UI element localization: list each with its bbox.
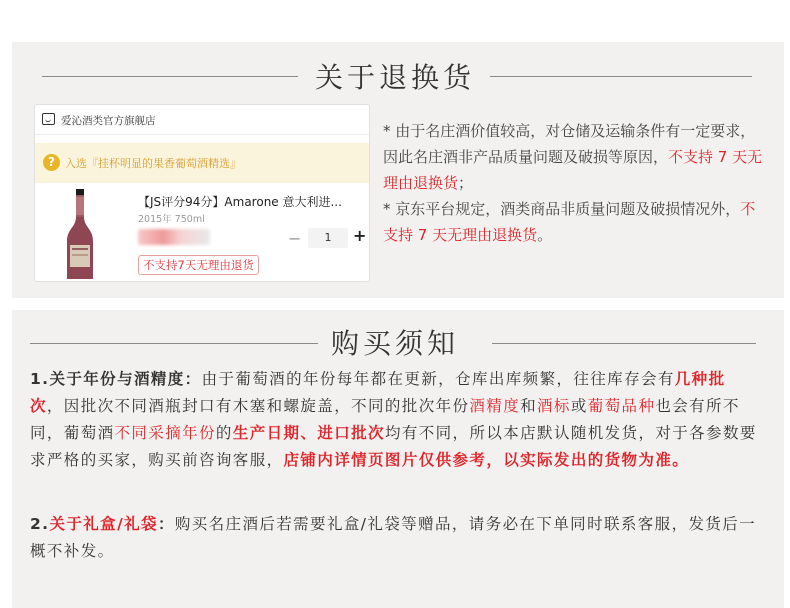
section-title-purchase-notice: 购买须知 [330, 327, 459, 360]
notice-colon: ： [157, 515, 175, 533]
note-platform [383, 196, 763, 248]
title-divider-right [492, 343, 756, 344]
notice-highlight: 店铺内详情页图片仅供参考，以实际发出的货物为准。 [283, 451, 690, 469]
notice-highlight: 酒精度 [469, 397, 521, 415]
notice-text: 也会有所不同，葡萄酒 [30, 397, 740, 442]
note-storage-highlight: 不支持 7 天无理由退换货 [383, 148, 763, 192]
quantity-field[interactable]: 1 [308, 228, 348, 248]
notice-vintage-alcohol [30, 366, 758, 474]
notice-text: 和 [520, 397, 538, 415]
note-storage-end: ； [458, 174, 474, 192]
store-name[interactable]: 爱沁酒类官方旗舰店 [61, 115, 156, 127]
notice-highlight: 葡萄品种 [587, 397, 656, 415]
notice-text: ，因批次不同酒瓶封口有木塞和螺旋盖，不同的批次年份 [46, 397, 470, 415]
notice-heading: 关于礼盒/礼袋 [49, 515, 158, 533]
promo-banner[interactable] [35, 143, 369, 183]
store-row[interactable] [35, 105, 369, 135]
promo-text: 入选『挂杯明显的果香葡萄酒精选』 [65, 157, 241, 170]
notice-highlight: 生产日期、进口批次 [232, 424, 385, 442]
notice-highlight: 酒标 [537, 397, 571, 415]
product-title[interactable]: 【JS评分94分】Amarone 意大利进... [138, 195, 342, 209]
notice-highlight: 不同采摘年份 [114, 424, 216, 442]
notice-text: 的 [215, 424, 233, 442]
quantity-decrease-button[interactable]: − [288, 229, 302, 248]
note-platform-highlight: 不支持 7 天无理由退换货 [383, 200, 756, 244]
note-storage [383, 118, 763, 196]
product-spec: 2015年 750ml [138, 214, 205, 225]
notice-text: 均有不同，所以本店默认随机发货，对于各参数要求严格的买家，购买前咨询客服， [30, 424, 757, 469]
notice-text: 由于葡萄酒的年份每年都在更新，仓库出库频繁，往往库存会有 [201, 370, 675, 388]
question-badge-icon [43, 154, 60, 171]
notice-text: 或 [570, 397, 588, 415]
store-icon [42, 113, 55, 125]
notice-heading: 1.关于年份与酒精度： [30, 370, 202, 388]
notice-number: 2. [30, 515, 50, 533]
no-return-badge: 不支持7天无理由退货 [138, 255, 259, 275]
quantity-increase-button[interactable]: + [353, 226, 367, 245]
notice-text: 购买名庄酒后若需要礼盒/礼袋等赠品，请务必在下单同时联系客服，发货后一概不补发。 [30, 515, 757, 560]
title-divider-right [490, 76, 752, 77]
wine-bottle-image [61, 189, 99, 281]
note-platform-text: * 京东平台规定，酒类商品非质量问题及破损情况外， [383, 200, 741, 218]
notice-highlight: 几种批次 [30, 370, 726, 415]
notice-gift-box [30, 511, 758, 565]
section-title-returns: 关于退换货 [314, 61, 475, 94]
note-storage-text: * 由于名庄酒价值较高，对仓储及运输条件有一定要求，因此名庄酒非产品质量问题及破损等原因， [383, 122, 756, 166]
product-card[interactable] [34, 104, 370, 282]
note-platform-end: 。 [537, 226, 553, 244]
price-blurred [138, 229, 210, 245]
